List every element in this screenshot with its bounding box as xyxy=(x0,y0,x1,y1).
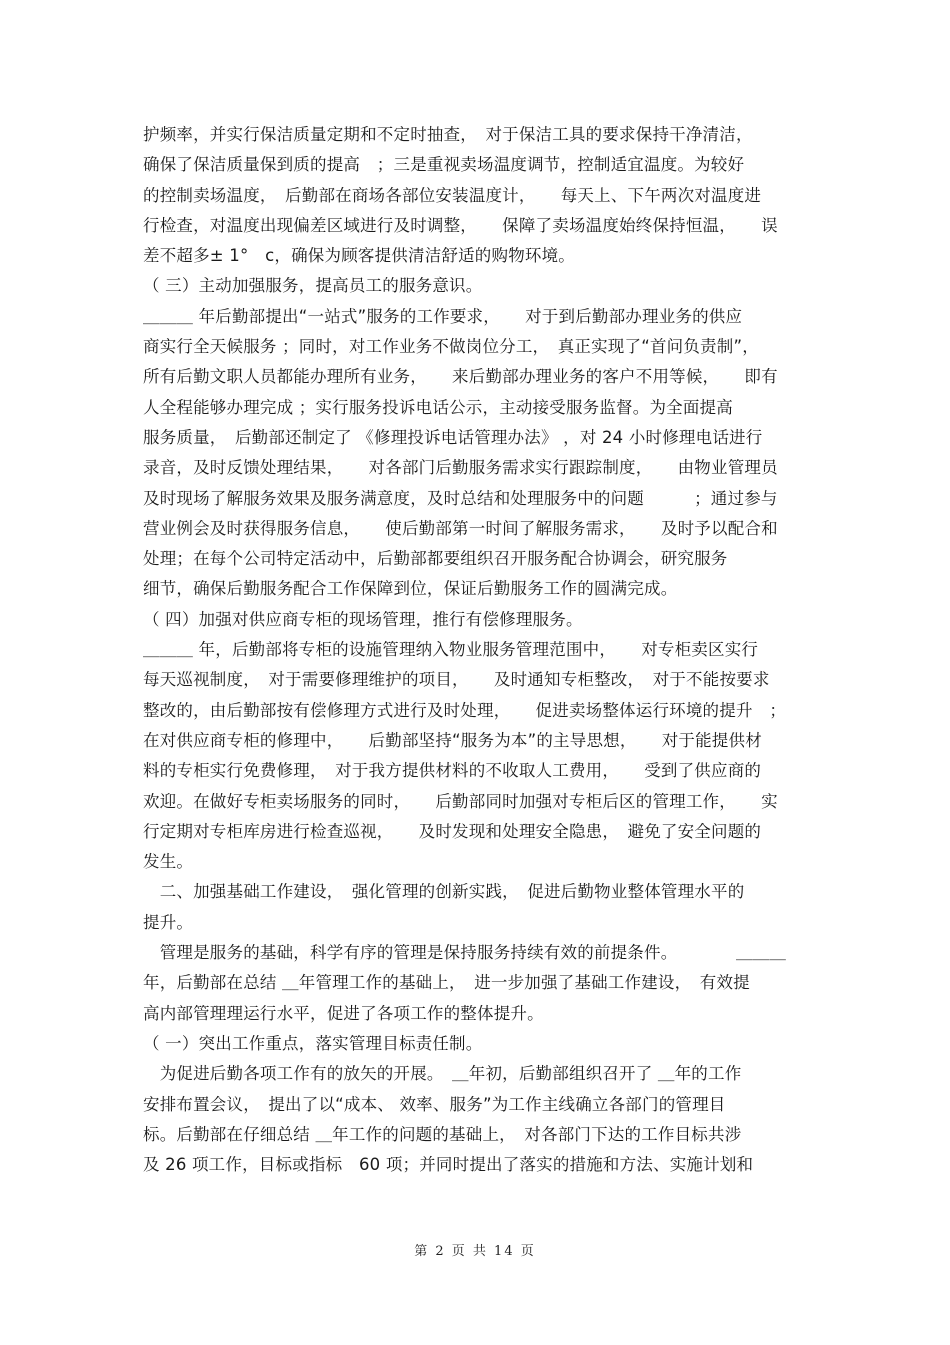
page-footer: 第 2 页 共 14 页 xyxy=(414,1244,536,1259)
text-line: 细节，确保后勤服务配合工作保障到位，保证后勤服务工作的圆满完成。 xyxy=(143,579,678,599)
text-line: 及 26 项工作，目标或指标 60 项；并同时提出了落实的措施和方法、实施计划和 xyxy=(143,1155,754,1175)
text-line: 行检查，对温度出现偏差区域进行及时调整， 保障了卖场温度始终保持恒温， 误 xyxy=(143,215,778,235)
text-line: 人全程能够办理完成 ；实行服务投诉电话公示，主动接受服务监督。为全面提高 xyxy=(143,397,733,417)
text-line: 差不超多± 1° c，确保为顾客提供清洁舒适的购物环境。 xyxy=(143,246,575,266)
text-line: 确保了保洁质量保到质的提高 ；三是重视卖场温度调节，控制适宜温度。为较好 xyxy=(143,155,745,175)
text-line: 及时现场了解服务效果及服务满意度，及时总结和处理服务中的问题 ；通过参与 xyxy=(143,488,778,508)
text-line: 护频率，并实行保洁质量定期和不定时抽查， 对于保洁工具的要求保持干净清洁， xyxy=(143,125,753,144)
text-line: （ 三）主动加强服务，提高员工的服务意识。 xyxy=(143,276,483,296)
text-line: 年，后勤部在总结 ＿年管理工作的基础上， 进一步加强了基础工作建设， 有效提 xyxy=(143,973,750,993)
text-line: ＿＿＿ 年，后勤部将专柜的设施管理纳入物业服务管理范围中， 对专柜卖区实行 xyxy=(143,640,759,660)
text-line: 的控制卖场温度， 后勤部在商场各部位安装温度计， 每天上、下午两次对温度进 xyxy=(143,185,762,205)
text-line: 营业例会及时获得服务信息， 使后勤部第一时间了解服务需求， 及时予以配合和 xyxy=(143,518,778,538)
text-line: 服务质量， 后勤部还制定了 《修理投诉电话管理办法》 ，对 24 小时修理电话进行 xyxy=(143,427,763,447)
text-line: 二、加强基础工作建设， 强化管理的创新实践， 促进后勤物业整体管理水平的 xyxy=(143,882,745,902)
body-text xyxy=(143,120,811,1180)
text-line: 所有后勤文职人员都能办理所有业务， 来后勤部办理业务的客户不用等候， 即有 xyxy=(143,367,778,387)
text-line: 在对供应商专柜的修理中， 后勤部坚持“服务为本”的主导思想， 对于能提供材 xyxy=(143,730,762,750)
text-line: ＿＿＿ 年后勤部提出“一站式”服务的工作要求， 对于到后勤部办理业务的供应 xyxy=(143,306,743,326)
text-line: 商实行全天候服务 ；同时，对工作业务不做岗位分工， 真正实现了“首问负责制”， xyxy=(143,337,759,357)
text-line: 标。后勤部在仔细总结 ＿年工作的问题的基础上， 对各部门下达的工作目标共涉 xyxy=(143,1124,742,1144)
text-line: 高内部管理理运行水平，促进了各项工作的整体提升。 xyxy=(143,1003,544,1023)
text-line: 管理是服务的基础，科学有序的管理是保持服务持续有效的前提条件。 ＿＿＿ xyxy=(143,943,787,963)
text-line: （ 一）突出工作重点，落实管理目标责任制。 xyxy=(143,1033,483,1053)
text-line: 整改的，由后勤部按有偿修理方式进行及时处理， 促进卖场整体运行环境的提升 ； xyxy=(143,700,787,720)
text-line: （ 四）加强对供应商专柜的现场管理，推行有偿修理服务。 xyxy=(143,609,583,629)
text-line: 录音，及时反馈处理结果， 对各部门后勤服务需求实行跟踪制度， 由物业管理员 xyxy=(143,458,778,478)
text-line: 为促进后勤各项工作有的放矢的开展。 ＿年初，后勤部组织召开了 ＿年的工作 xyxy=(143,1064,742,1084)
text-line: 每天巡视制度， 对于需要修理维护的项目， 及时通知专柜整改， 对于不能按要求 xyxy=(143,670,770,690)
text-line: 欢迎。在做好专柜卖场服务的同时， 后勤部同时加强对专柜后区的管理工作， 实 xyxy=(143,791,778,811)
text-line: 料的专柜实行免费修理， 对于我方提供材料的不收取人工费用， 受到了供应商的 xyxy=(143,761,762,781)
text-line: 行定期对专柜库房进行检查巡视， 及时发现和处理安全隐患， 避免了安全问题的 xyxy=(143,821,762,841)
text-line: 提升。 xyxy=(143,912,194,932)
text-line: 发生。 xyxy=(143,852,194,872)
text-line: 安排布置会议， 提出了以“成本、 效率、服务”为工作主线确立各部门的管理目 xyxy=(143,1094,726,1114)
text-line: 处理；在每个公司特定活动中，后勤部都要组织召开服务配合协调会，研究服务 xyxy=(143,549,728,569)
